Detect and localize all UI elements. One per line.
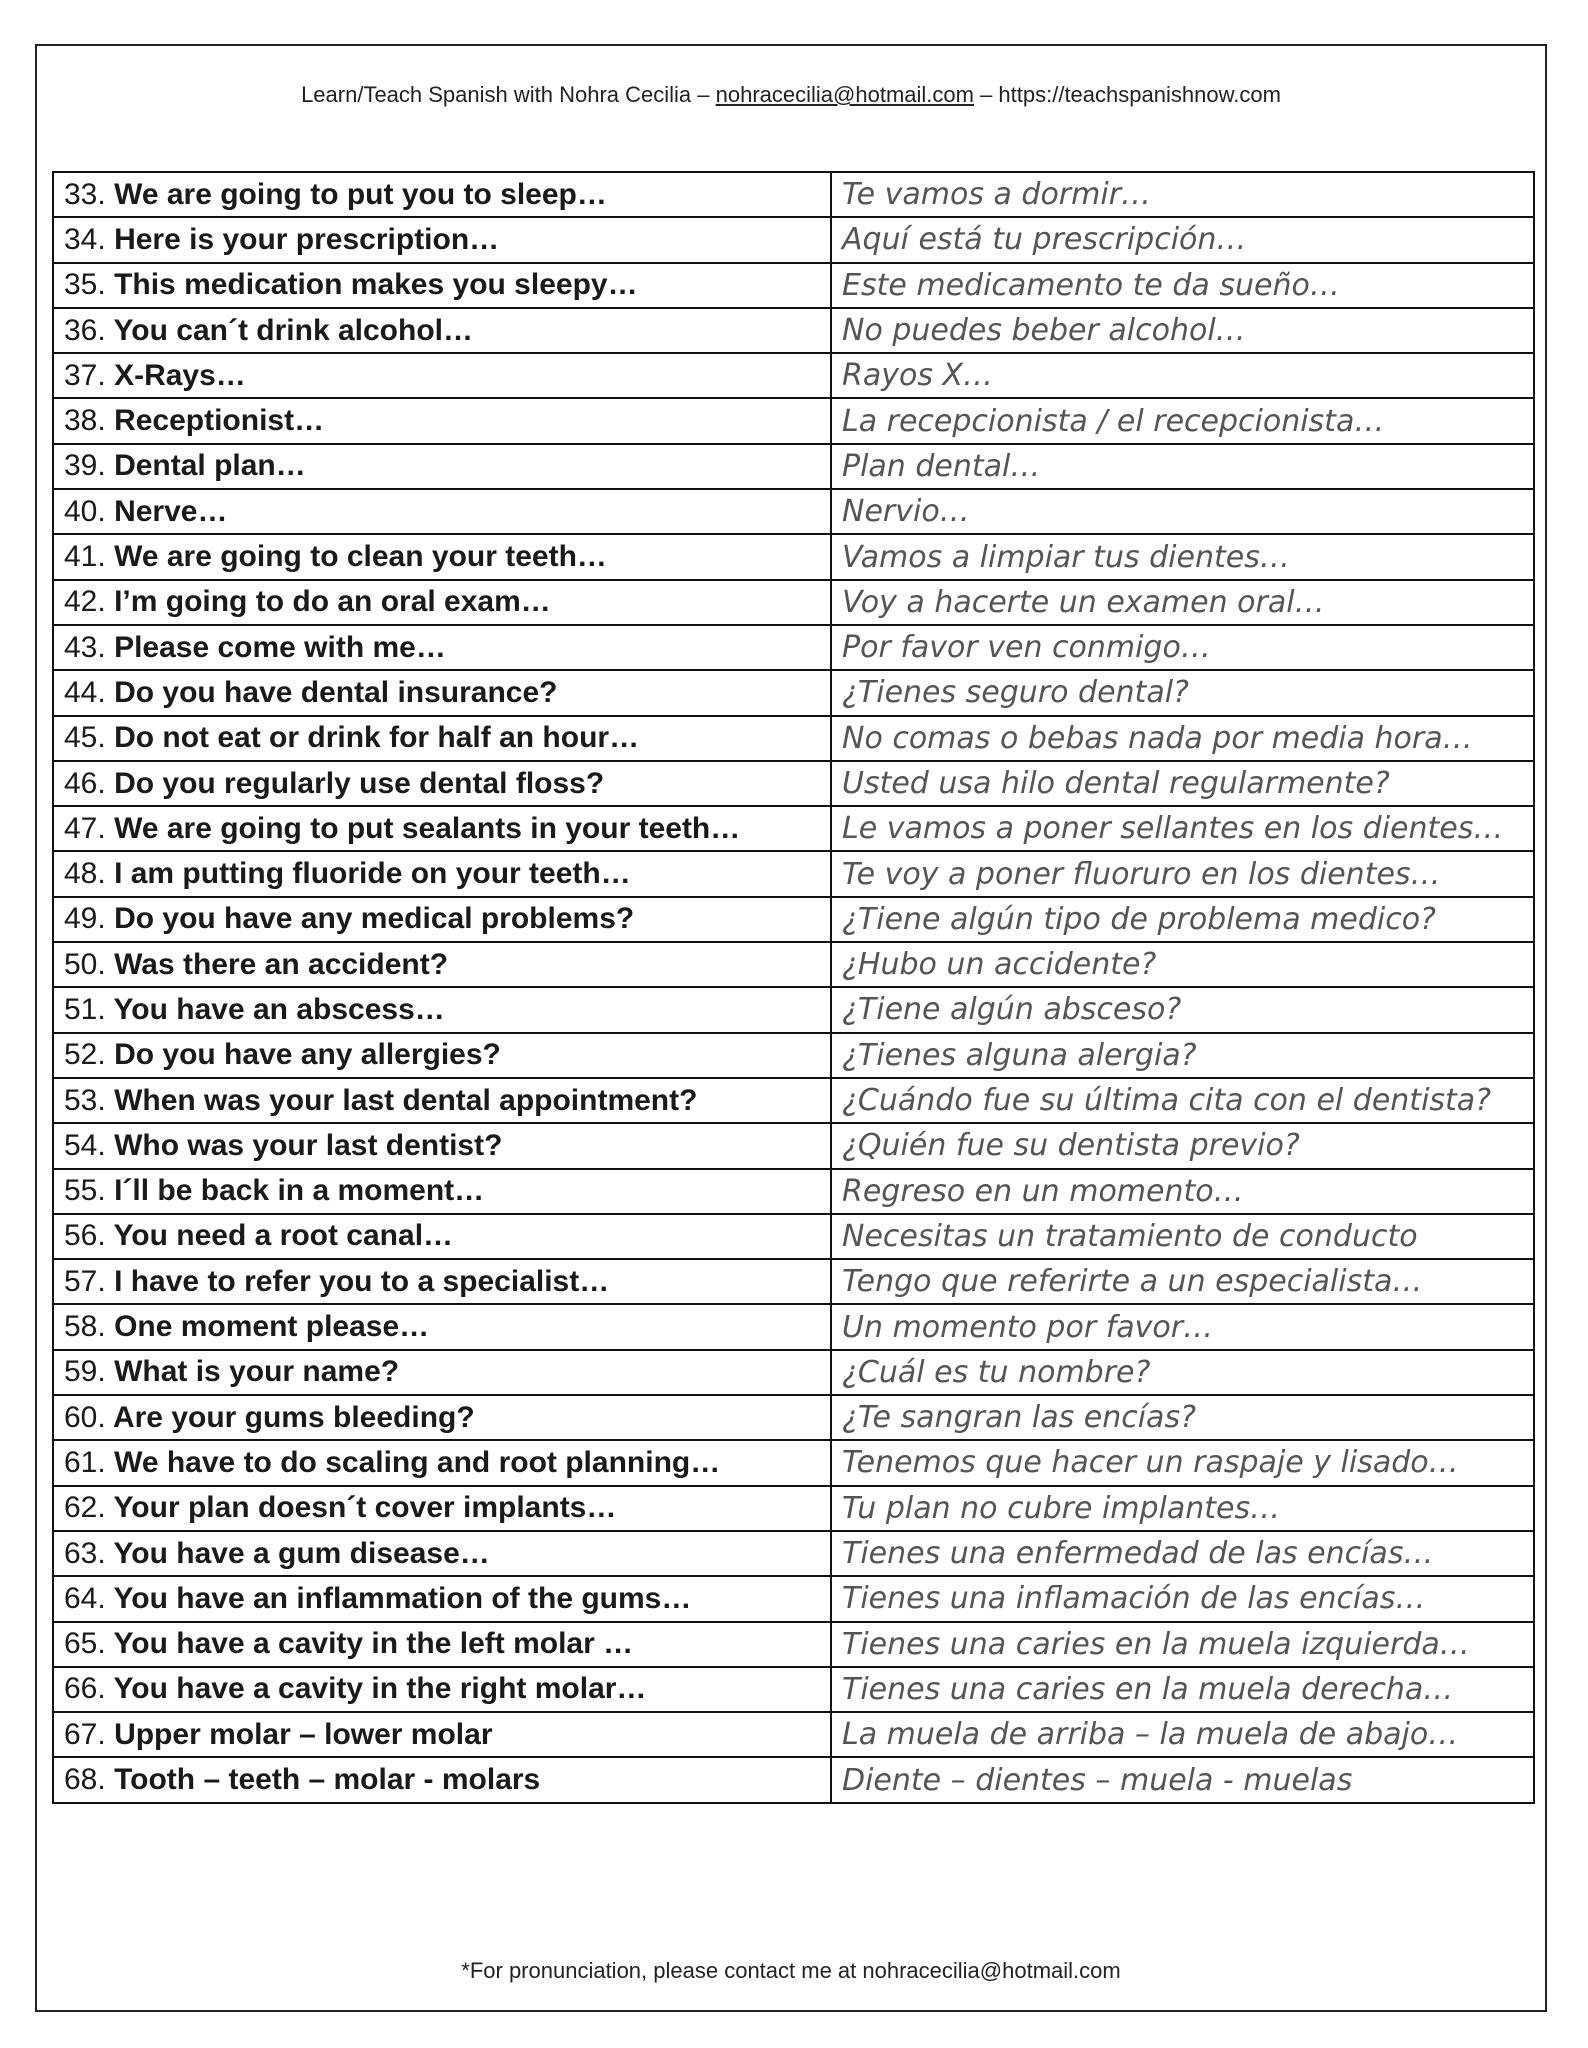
spanish-translation-cell: Diente – dientes – muela - muelas [831,1757,1534,1802]
english-phrase: We are going to clean your teeth… [114,540,607,574]
table-row [53,489,1534,534]
table-row [53,1304,1534,1349]
phrase-number: 51. [64,992,106,1026]
english-phrase: I’m going to do an oral exam… [114,585,551,619]
english-phrase: You need a root canal… [113,1219,454,1253]
english-phrase-cell [53,1395,831,1440]
english-phrase-cell [53,761,831,806]
phrase-number: 60. [64,1400,106,1434]
table-row [53,308,1534,353]
english-phrase-cell [53,1486,831,1531]
table-row [53,1395,1534,1440]
english-phrase-cell [53,987,831,1032]
english-phrase-cell [53,942,831,987]
english-phrase-cell [53,670,831,715]
spanish-translation-cell: ¿Cuándo fue su última cita con el dentista? [831,1078,1534,1123]
spanish-translation-cell: Tienes una caries en la muela derecha… [831,1667,1534,1712]
spanish-translation-cell: Vamos a limpiar tus dientes… [831,534,1534,579]
english-phrase-cell [53,1757,831,1802]
english-phrase-cell [53,851,831,896]
spanish-translation-cell: Aquí está tu prescripción… [831,217,1534,262]
english-phrase: We are going to put sealants in your teeth… [114,811,741,845]
english-phrase-cell [53,1531,831,1576]
english-phrase-cell [53,1214,831,1259]
table-row [53,1123,1534,1168]
phrase-number: 67. [64,1717,106,1751]
english-phrase-cell [53,1123,831,1168]
table-row [53,398,1534,443]
phrase-number: 57. [64,1264,106,1298]
phrase-number: 52. [64,1038,106,1072]
phrase-number: 43. [64,630,106,664]
phrase-number: 35. [64,268,106,302]
table-row [53,1214,1534,1259]
spanish-translation-cell: Voy a hacerte un examen oral… [831,580,1534,625]
phrase-number: 38. [64,404,106,438]
table-row [53,1078,1534,1123]
spanish-translation-cell: ¿Tienes seguro dental? [831,670,1534,715]
table-row [53,1440,1534,1485]
english-phrase: Do not eat or drink for half an hour… [114,721,640,755]
spanish-translation-cell: Rayos X… [831,353,1534,398]
english-phrase: Please come with me… [114,630,446,664]
english-phrase: One moment please… [114,1310,430,1344]
phrase-number: 63. [64,1536,106,1570]
phrase-number: 47. [64,811,106,845]
phrase-number: 65. [64,1627,106,1661]
table-row [53,172,1534,217]
english-phrase: Upper molar – lower molar [114,1717,493,1751]
english-phrase: Do you regularly use dental floss? [114,766,605,800]
table-row [53,444,1534,489]
english-phrase-cell [53,263,831,308]
english-phrase-cell [53,398,831,443]
spanish-translation-cell: ¿Tiene algún absceso? [831,987,1534,1032]
english-phrase-cell [53,444,831,489]
english-phrase-cell [53,1033,831,1078]
phrase-number: 68. [64,1763,106,1797]
english-phrase-cell [53,1712,831,1757]
english-phrase: What is your name? [114,1355,400,1389]
spanish-translation-cell: Por favor ven conmigo… [831,625,1534,670]
spanish-translation-cell: ¿Tienes alguna alergia? [831,1033,1534,1078]
spanish-translation-cell: Le vamos a poner sellantes en los dientes… [831,806,1534,851]
english-phrase-cell [53,217,831,262]
table-row [53,625,1534,670]
phrase-number: 41. [64,540,106,574]
english-phrase: Are your gums bleeding? [112,1400,475,1434]
table-row [53,1033,1534,1078]
english-phrase-cell [53,353,831,398]
spanish-translation-cell: Plan dental… [831,444,1534,489]
table-row [53,806,1534,851]
phrase-number: 36. [64,313,106,347]
english-phrase: Do you have any medical problems? [114,902,635,936]
english-phrase-cell [53,1667,831,1712]
spanish-translation-cell: Tenemos que hacer un raspaje y lisado… [831,1440,1534,1485]
english-phrase-cell [53,1622,831,1667]
english-phrase-cell [53,1304,831,1349]
table-row [53,1259,1534,1304]
table-row [53,1712,1534,1757]
phrase-number: 50. [64,947,106,981]
english-phrase: You have a cavity in the right molar… [113,1672,647,1706]
phrase-number: 44. [64,675,106,709]
table-row [53,1169,1534,1214]
vocabulary-table [52,171,1535,1804]
english-phrase: Tooth – teeth – molar - molars [114,1763,541,1797]
header-suffix: – https://teachspanishnow.com [973,82,1281,107]
english-phrase: I am putting fluoride on your teeth… [114,857,631,891]
english-phrase-cell [53,625,831,670]
phrase-number: 64. [64,1581,106,1615]
spanish-translation-cell: Nervio… [831,489,1534,534]
table-row [53,987,1534,1032]
english-phrase: X-Rays… [114,358,246,392]
table-row [53,851,1534,896]
table-row [53,1531,1534,1576]
english-phrase-cell [53,1169,831,1214]
english-phrase: We have to do scaling and root planning… [114,1445,721,1479]
email-link[interactable]: nohracecilia@hotmail.com [715,82,974,107]
table-row [53,217,1534,262]
table-row [53,263,1534,308]
spanish-translation-cell: La recepcionista / el recepcionista… [831,398,1534,443]
english-phrase: Here is your prescription… [114,222,500,256]
table-row [53,534,1534,579]
spanish-translation-cell: ¿Cuál es tu nombre? [831,1350,1534,1395]
english-phrase: I have to refer you to a specialist… [114,1264,610,1298]
english-phrase: Your plan doesn´t cover implants… [113,1491,617,1525]
table-row [53,716,1534,761]
phrase-number: 66. [64,1672,106,1706]
english-phrase-cell [53,1440,831,1485]
english-phrase-cell [53,806,831,851]
phrase-number: 37. [64,358,106,392]
spanish-translation-cell: ¿Hubo un accidente? [831,942,1534,987]
english-phrase: You have a gum disease… [113,1536,490,1570]
english-phrase: Was there an accident? [114,947,449,981]
spanish-translation-cell: Un momento por favor… [831,1304,1534,1349]
english-phrase: This medication makes you sleepy… [114,268,638,302]
table-row [53,670,1534,715]
english-phrase-cell [53,716,831,761]
english-phrase: You can´t drink alcohol… [113,313,473,347]
phrase-number: 40. [64,494,106,528]
table-row [53,580,1534,625]
page-header [37,82,1545,108]
phrase-number: 56. [64,1219,106,1253]
english-phrase-cell [53,1078,831,1123]
english-phrase: You have a cavity in the left molar … [113,1627,634,1661]
phrase-number: 54. [64,1128,106,1162]
english-phrase-cell [53,580,831,625]
phrase-number: 42. [64,585,106,619]
phrase-number: 46. [64,766,106,800]
spanish-translation-cell: Regreso en un momento… [831,1169,1534,1214]
spanish-translation-cell: ¿Te sangran las encías? [831,1395,1534,1440]
spanish-translation-cell: La muela de arriba – la muela de abajo… [831,1712,1534,1757]
english-phrase: Nerve… [114,494,228,528]
english-phrase: You have an inflammation of the gums… [113,1581,692,1615]
spanish-translation-cell: Te vamos a dormir… [831,172,1534,217]
spanish-translation-cell: ¿Quién fue su dentista previo? [831,1123,1534,1168]
english-phrase: You have an abscess… [113,992,445,1026]
spanish-translation-cell: Tengo que referirte a un especialista… [831,1259,1534,1304]
spanish-translation-cell: Tienes una caries en la muela izquierda… [831,1622,1534,1667]
phrase-number: 49. [64,902,106,936]
english-phrase-cell [53,172,831,217]
phrase-number: 45. [64,721,106,755]
english-phrase: I´ll be back in a moment… [114,1174,485,1208]
phrase-number: 59. [64,1355,106,1389]
spanish-translation-cell: Usted usa hilo dental regularmente? [831,761,1534,806]
english-phrase-cell [53,489,831,534]
page-frame [35,44,1547,2012]
english-phrase: Do you have any allergies? [114,1038,501,1072]
spanish-translation-cell: Tienes una inflamación de las encías… [831,1576,1534,1621]
spanish-translation-cell: Este medicamento te da sueño… [831,263,1534,308]
english-phrase: We are going to put you to sleep… [114,177,607,211]
phrase-number: 33. [64,177,106,211]
table-row [53,942,1534,987]
vocabulary-table-body [53,172,1534,1803]
table-row [53,353,1534,398]
phrase-number: 55. [64,1174,106,1208]
english-phrase-cell [53,308,831,353]
phrase-number: 62. [64,1491,106,1525]
phrase-number: 34. [64,222,106,256]
phrase-number: 48. [64,857,106,891]
spanish-translation-cell: No puedes beber alcohol… [831,308,1534,353]
table-row [53,1622,1534,1667]
phrase-number: 61. [64,1445,106,1479]
table-row [53,1486,1534,1531]
spanish-translation-cell: No comas o bebas nada por media hora… [831,716,1534,761]
english-phrase-cell [53,1350,831,1395]
table-row [53,761,1534,806]
spanish-translation-cell: ¿Tiene algún tipo de problema medico? [831,897,1534,942]
header-prefix: Learn/Teach Spanish with Nohra Cecilia – [301,82,716,107]
english-phrase-cell [53,1576,831,1621]
english-phrase-cell [53,1259,831,1304]
english-phrase: When was your last dental appointment? [114,1083,698,1117]
english-phrase: Receptionist… [114,404,325,438]
phrase-number: 58. [64,1310,106,1344]
table-row [53,897,1534,942]
english-phrase-cell [53,897,831,942]
phrase-number: 53. [64,1083,106,1117]
english-phrase-cell [53,534,831,579]
table-row [53,1667,1534,1712]
spanish-translation-cell: Tu plan no cubre implantes… [831,1486,1534,1531]
spanish-translation-cell: Necesitas un tratamiento de conducto [831,1214,1534,1259]
table-row [53,1576,1534,1621]
phrase-number: 39. [64,449,106,483]
table-row [53,1350,1534,1395]
page-footer: *For pronunciation, please contact me at nohracecilia@hotmail.com [461,1958,1121,1983]
spanish-translation-cell: Te voy a poner fluoruro en los dientes… [831,851,1534,896]
english-phrase: Do you have dental insurance? [114,675,558,709]
spanish-translation-cell: Tienes una enfermedad de las encías… [831,1531,1534,1576]
table-row [53,1757,1534,1802]
english-phrase: Dental plan… [114,449,306,483]
english-phrase: Who was your last dentist? [114,1128,503,1162]
